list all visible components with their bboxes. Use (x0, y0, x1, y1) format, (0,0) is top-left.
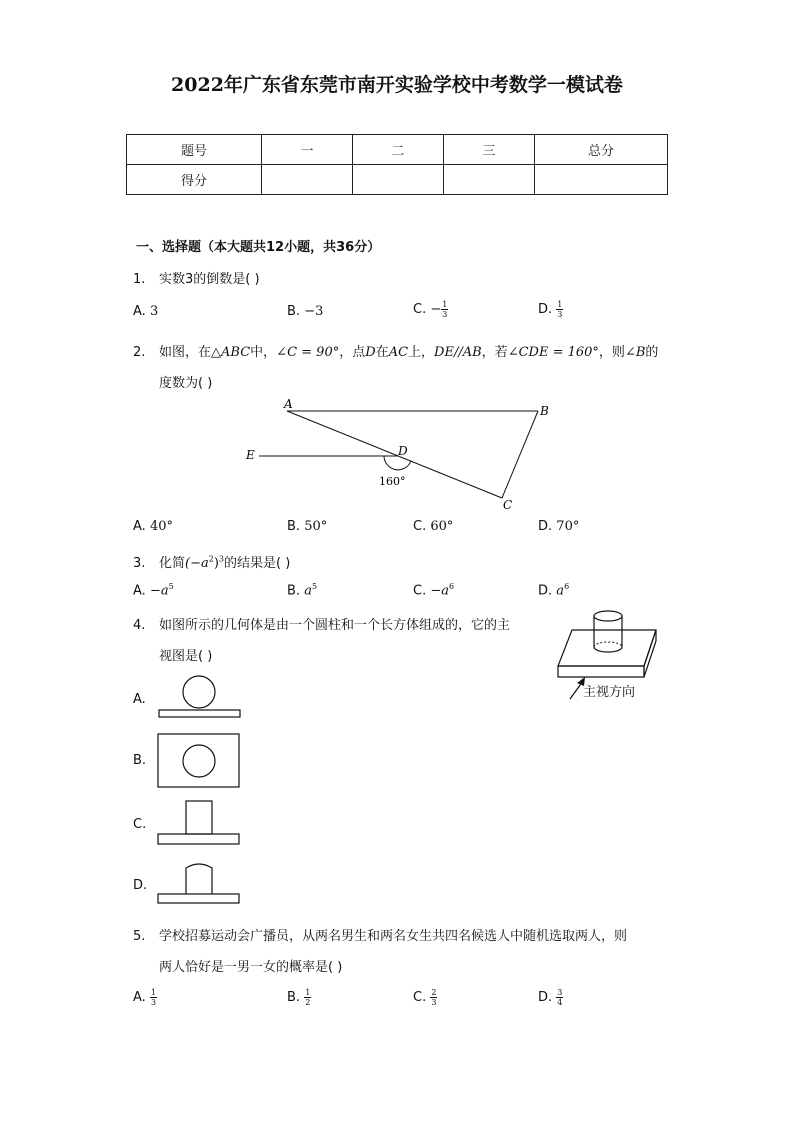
option-label: B. (287, 304, 301, 319)
fraction (556, 300, 563, 319)
label-b: B (540, 404, 549, 418)
question-text: 的结果是( ) (224, 556, 291, 571)
question-number: 1. (133, 272, 146, 287)
fraction (304, 988, 311, 1007)
math-var: a (304, 583, 312, 599)
score-header-cell: 三 (444, 135, 535, 165)
denominator: 3 (442, 310, 448, 319)
angle-label: 160° (379, 475, 406, 488)
q4-option-b-label: B. (133, 753, 147, 768)
option-label: D. (538, 302, 553, 317)
score-table-header-row (127, 135, 668, 165)
denominator: 3 (557, 310, 563, 319)
question-text: 如图，在 (159, 345, 212, 360)
q3-option-b (287, 582, 317, 598)
question-text: 上， (408, 345, 435, 360)
numerator: 1 (150, 988, 157, 997)
option-value: −3 (304, 304, 324, 319)
circle-shape (183, 745, 215, 777)
score-header-cell: 一 (262, 135, 353, 165)
exponent: 6 (564, 582, 570, 591)
numerator: 2 (431, 988, 437, 997)
box-top (558, 630, 656, 666)
base-rect (158, 834, 239, 844)
option-value: 60° (430, 519, 454, 534)
question-text: 在 (375, 345, 389, 360)
score-table-score-row (127, 165, 668, 195)
box-side (644, 630, 656, 677)
math-var: a (556, 583, 565, 599)
cylinder-top (594, 611, 622, 621)
domed-column (186, 864, 212, 894)
section-note: （本大题共12小题，共36分） (201, 240, 381, 255)
question-text: 的 (645, 345, 659, 360)
option-value: 70° (556, 519, 580, 534)
math-var: D (365, 345, 376, 360)
question-text: 实数3的倒数是( ) (159, 272, 260, 287)
score-cell (262, 165, 353, 195)
math-var: a (441, 583, 450, 599)
exponent: 3 (218, 554, 224, 564)
question-number: 2. (133, 345, 146, 360)
view-direction-label: 主视方向 (583, 685, 636, 700)
math-var: AC (388, 345, 409, 360)
q4-option-a-label: A. (133, 692, 146, 707)
q2-option-b (287, 519, 327, 534)
section-title: 一、选择题 (136, 240, 202, 255)
label-e: E (246, 448, 255, 462)
math-expr: DE//AB (434, 345, 482, 360)
q5-option-d (538, 988, 563, 1007)
exponent: 5 (168, 582, 174, 591)
segment-bc (502, 411, 538, 498)
denominator: 3 (150, 998, 157, 1007)
question-number: 3. (133, 556, 146, 571)
question-text: 化简 (159, 556, 186, 571)
denominator: 3 (431, 998, 437, 1007)
q4-option-d-label: D. (133, 878, 148, 893)
denominator: 2 (305, 998, 311, 1007)
option-label: B. (287, 990, 301, 1005)
option-label: D. (538, 519, 553, 534)
math-expr: ) (213, 556, 219, 571)
q1-option-a (133, 304, 158, 319)
question-text: 中， (250, 345, 277, 360)
math-var: a (160, 583, 169, 599)
option-sign: − (149, 583, 161, 599)
option-label: C. (413, 583, 427, 599)
score-header-cell: 题号 (127, 135, 262, 165)
base-rect (158, 894, 239, 903)
q4-option-c-label: C. (133, 817, 147, 832)
numerator: 1 (557, 300, 563, 309)
q5-option-c (413, 988, 437, 1007)
question-text: ，若 (481, 345, 508, 360)
q5-option-a (133, 988, 157, 1007)
question-2 (133, 341, 658, 360)
q2-option-c (413, 519, 453, 534)
option-label: A. (133, 990, 146, 1005)
q4-option-c-figure (156, 799, 244, 849)
question-text: ，则 (598, 345, 625, 360)
numerator: 3 (557, 988, 563, 997)
option-label: A. (133, 304, 146, 319)
math-expr: ∠C = 90° (276, 345, 340, 360)
question-number: 5. (133, 929, 146, 944)
option-value: 3 (149, 304, 159, 319)
fraction (150, 988, 157, 1007)
label-c: C (503, 498, 513, 512)
option-label: D. (538, 990, 553, 1005)
math-expr: ∠CDE = 160° (507, 345, 599, 360)
circle-shape (183, 676, 215, 708)
math-expr: (−a (185, 556, 209, 571)
score-cell (535, 165, 668, 195)
option-sign: − (430, 302, 442, 317)
fraction (556, 988, 563, 1007)
q1-option-c (413, 300, 448, 319)
option-label: B. (287, 583, 301, 599)
option-label: B. (287, 519, 301, 534)
score-header-cell: 二 (353, 135, 444, 165)
cylinder-hidden-edge (594, 642, 622, 647)
angle-arc (384, 456, 411, 470)
question-number: 4. (133, 618, 146, 633)
question-text: 学校招募运动会广播员，从两名男生和两名女生共四名候选人中随机选取两人，则 (159, 929, 628, 944)
exponent: 5 (311, 582, 318, 591)
score-table (126, 134, 668, 195)
question-4-line-2: 视图是( ) (159, 649, 213, 664)
option-label: C. (413, 990, 427, 1005)
fraction (441, 300, 448, 319)
question-5-line-2: 两人恰好是一男一女的概率是( ) (159, 960, 343, 975)
option-label: A. (133, 583, 146, 599)
exponent: 6 (449, 582, 455, 591)
option-sign: − (430, 583, 442, 599)
label-d: D (398, 444, 408, 458)
math-var: ∠B (624, 345, 646, 360)
q1-option-d (538, 300, 563, 319)
base-rect (159, 710, 240, 717)
fraction (430, 988, 437, 1007)
column-rect (186, 801, 212, 834)
box-front (558, 666, 644, 677)
exponent: 2 (208, 554, 214, 564)
option-value: 40° (149, 519, 173, 534)
q4-option-d-figure (156, 858, 244, 908)
score-header-cell: 总分 (535, 135, 668, 165)
q1-option-b (287, 304, 323, 319)
option-value: 50° (304, 519, 328, 534)
question-text: 如图所示的几何体是由一个圆柱和一个长方体组成的，它的主 (159, 618, 511, 633)
question-1 (133, 268, 260, 287)
q3-option-a (133, 582, 174, 598)
denominator: 4 (557, 998, 563, 1007)
numerator: 1 (442, 300, 448, 309)
option-label: D. (538, 583, 553, 599)
option-label: A. (133, 519, 146, 534)
math-var: ABC (221, 345, 251, 360)
exam-title: 2022年广东省东莞市南开实验学校中考数学一模试卷 (171, 74, 623, 96)
q5-option-b (287, 988, 311, 1007)
option-label: C. (413, 519, 427, 534)
q4-option-b-figure (156, 732, 244, 790)
question-2-line-2: 度数为( ) (159, 376, 213, 391)
outer-rect (158, 734, 239, 787)
score-cell (444, 165, 535, 195)
q2-triangle-figure (238, 395, 558, 515)
option-label: C. (413, 302, 427, 317)
score-row-label: 得分 (127, 165, 262, 195)
section-heading (136, 236, 380, 255)
question-4 (133, 614, 510, 633)
q3-option-d (538, 582, 569, 598)
numerator: 1 (305, 988, 311, 997)
question-text: ，点 (339, 345, 366, 360)
triangle-symbol: △ (211, 345, 222, 360)
q2-option-d (538, 519, 579, 534)
score-cell (353, 165, 444, 195)
cylinder-base (594, 647, 622, 652)
question-5 (133, 925, 627, 944)
q4-option-a-figure (156, 673, 244, 721)
question-3 (133, 552, 290, 571)
label-a: A (284, 397, 293, 411)
q3-option-c (413, 582, 454, 598)
q2-option-a (133, 519, 173, 534)
